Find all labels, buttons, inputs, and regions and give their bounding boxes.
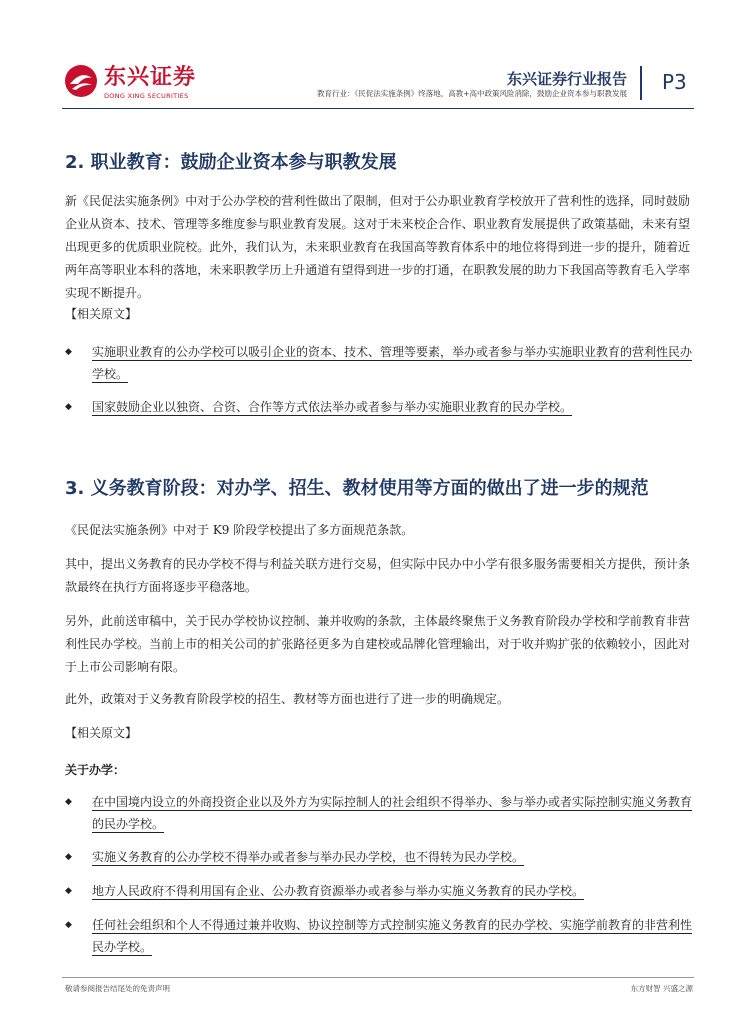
diamond-bullet-icon: ◆ <box>65 920 72 930</box>
header-divider <box>640 66 642 100</box>
footer-rule <box>62 977 694 978</box>
section-3-paragraph: 此外，政策对于义务教育阶段学校的招生、教材等方面也进行了进一步的明确规定。 <box>65 692 510 706</box>
bullet-text: 实施义务教育的公办学校不得举办或者参与举办民办学校，也不得转为民办学校。 <box>92 850 525 864</box>
section-3-heading: 3. 义务教育阶段：对办学、招生、教材使用等方面的做出了进一步的规范 <box>65 478 649 499</box>
section-2-heading: 2. 职业教育：鼓励企业资本参与职教发展 <box>65 152 397 173</box>
diamond-bullet-icon: ◆ <box>65 402 72 412</box>
diamond-bullet-icon: ◆ <box>65 347 72 357</box>
list-item <box>65 791 693 835</box>
dongxing-logo-icon <box>64 64 98 98</box>
bullet-text: 国家鼓励企业以独资、合资、合作等方式依法举办或者参与举办实施职业教育的民办学校。 <box>92 400 573 414</box>
section-2-paragraph: 新《民促法实施条例》中对于公办学校的营利性做出了限制，但对于公办职业教育学校放开了营利性的选择，同时鼓励企业从资本、技术、管理等多维度参与职业教育发展。这对于未来校企合作、职业教育发展提供了政策基础，未来有望出现更多的优质职业院校。此外，我们认为，未来职业教育在我国高等教育体系中的地位将得到进一步的提升，随着近两年高等职业本科的落地，未来职教学历上升通道有望得到进一步的打通，在职教发展的助力下我国高等教育毛入学率实现不断提升。 <box>65 194 690 300</box>
footer-slogan: 东方财智 兴盛之源 <box>630 984 693 993</box>
list-item <box>65 341 693 385</box>
section-3-paragraph: 其中，提出义务教育的民办学校不得与利益关联方进行交易，但实际中民办中小学有很多服务需要相关方提供，预计条款最终在执行方面将逐步平稳落地。 <box>65 557 690 594</box>
page-number: P3 <box>662 70 687 94</box>
section-3-paragraph: 《民促法实施条例》中对于 K9 阶段学校提出了多方面规范条款。 <box>65 523 414 537</box>
header-rule <box>62 108 694 109</box>
section-3-paragraph: 另外，此前送审稿中，关于民办学校协议控制、兼并收购的条款，主体最终聚焦于义务教育阶段办学校和学前教育非营利性民办学校。当前上市的相关公司的扩张路径更多为自建校或品牌化管理输出，对于收并购扩张的依赖较小，因此对于上市公司影响有限。 <box>65 614 690 674</box>
page-header <box>0 0 755 110</box>
section-3-related-label: 【相关原文】 <box>65 726 138 740</box>
section-3-sub-label: 关于办学： <box>65 763 126 777</box>
list-item <box>65 880 693 902</box>
diamond-bullet-icon: ◆ <box>65 797 72 807</box>
list-item <box>65 846 693 868</box>
bullet-text: 实施职业教育的公办学校可以吸引企业的资本、技术、管理等要素，举办或者参与举办实施职业教育的营利性民办学校。 <box>92 345 693 381</box>
diamond-bullet-icon: ◆ <box>65 852 72 862</box>
bullet-text: 地方人民政府不得利用国有企业、公办教育资源举办或者参与举办实施义务教育的民办学校。 <box>92 884 585 898</box>
report-title: 东兴证券行业报告 <box>506 70 627 88</box>
report-subtitle: 教育行业：《民促法实施条例》终落地，高教+高中政策风险消除，鼓励企业资本参与职教发展 <box>316 89 627 98</box>
footer-disclaimer: 敬请参阅报告结尾处的免责声明 <box>65 984 170 993</box>
bullet-text: 在中国境内设立的外商投资企业以及外方为实际控制人的社会组织不得举办、参与举办或者实际控制实施义务教育的民办学校。 <box>92 795 693 831</box>
list-item <box>65 396 693 418</box>
list-item <box>65 914 693 958</box>
bullet-text: 任何社会组织和个人不得通过兼并收购、协议控制等方式控制实施义务教育的民办学校、实施学前教育的非营利性民办学校。 <box>92 918 693 954</box>
logo-text: 东兴证券 <box>104 65 197 90</box>
logo-english: DONG XING SECURITIES <box>104 92 189 100</box>
section-2-related-label: 【相关原文】 <box>65 307 138 321</box>
diamond-bullet-icon: ◆ <box>65 886 72 896</box>
